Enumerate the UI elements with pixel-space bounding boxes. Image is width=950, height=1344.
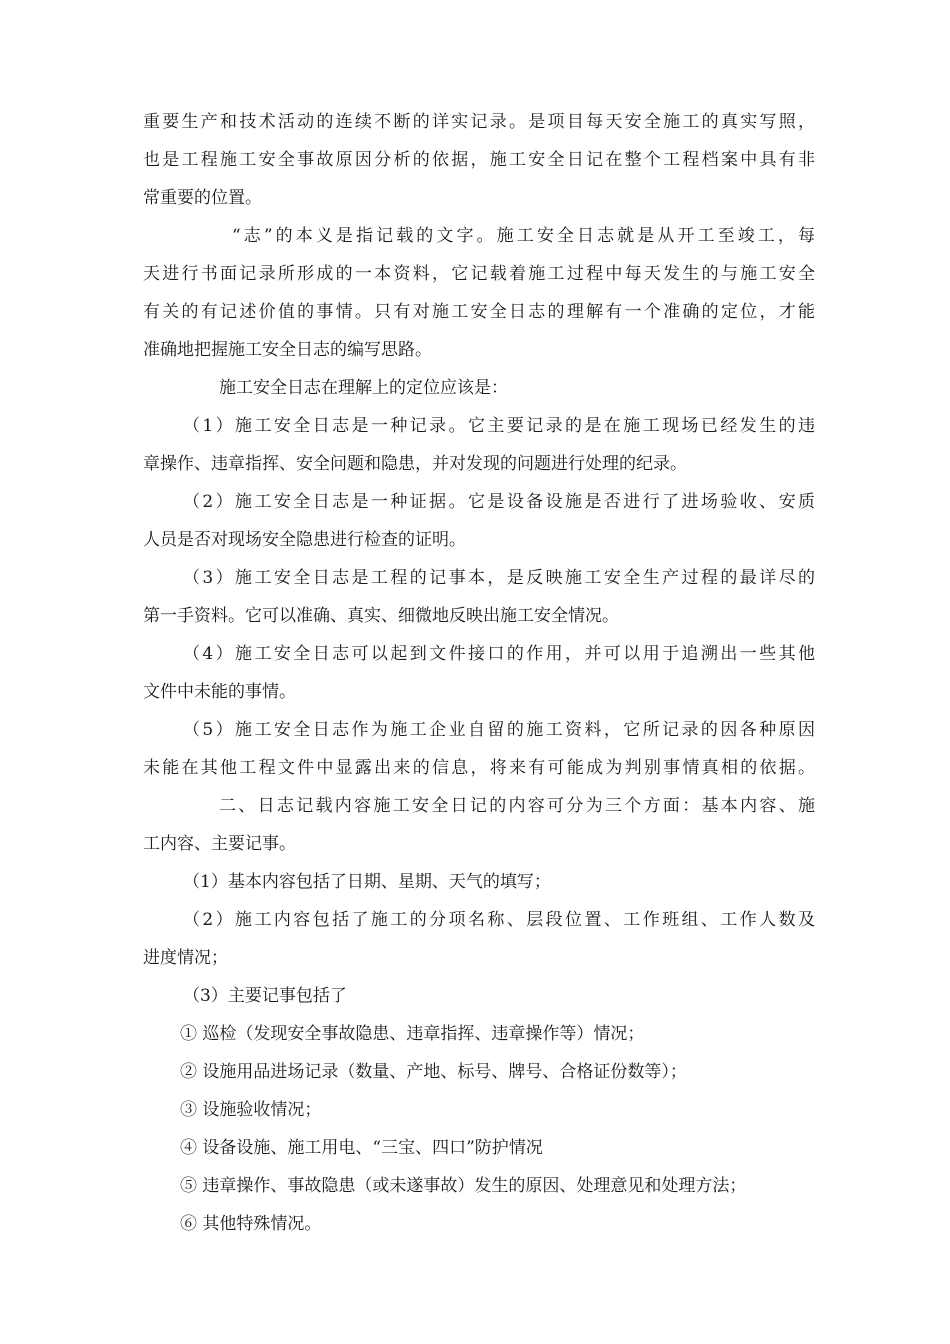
paragraph-2-line-4: 准确地把握施工安全日志的编写思路。 — [143, 340, 432, 360]
paragraph-1-line-2: 也是工程施工安全事故原因分析的依据，施工安全日记在整个工程档案中具有非 — [143, 150, 815, 170]
list-item: ⑥ 其他特殊情况。 — [180, 1214, 322, 1234]
paragraph-5-line-2: 人员是否对现场安全隐患进行检查的证明。 — [143, 530, 466, 550]
paragraph-3-line-1: 施工安全日志在理解上的定位应该是： — [219, 378, 508, 398]
paragraph-11-line-1: （2）施工内容包括了施工的分项名称、层段位置、工作班组、工作人数及 — [183, 910, 815, 930]
paragraph-1-line-3: 常重要的位置。 — [143, 188, 262, 208]
paragraph-4-line-2: 章操作、违章指挥、安全问题和隐患，并对发现的问题进行处理的纪录。 — [143, 454, 687, 474]
paragraph-7-line-1: （4）施工安全日志可以起到文件接口的作用，并可以用于追溯出一些其他 — [183, 644, 815, 664]
paragraph-6-line-1: （3）施工安全日志是工程的记事本，是反映施工安全生产过程的最详尽的 — [183, 568, 815, 588]
list-item: ② 设施用品进场记录（数量、产地、标号、牌号、合格证份数等）； — [180, 1062, 687, 1082]
paragraph-7-line-2: 文件中未能的事情。 — [143, 682, 296, 702]
paragraph-11-line-2: 进度情况； — [143, 948, 228, 968]
paragraph-2-line-2: 天进行书面记录所形成的一本资料，它记载着施工过程中每天发生的与施工安全 — [143, 264, 815, 284]
paragraph-9-line-2: 工内容、主要记事。 — [143, 834, 296, 854]
list-item: ① 巡检（发现安全事故隐患、违章指挥、违章操作等）情况； — [180, 1024, 645, 1044]
paragraph-8-line-1: （5）施工安全日志作为施工企业自留的施工资料，它所记录的因各种原因 — [183, 720, 815, 740]
list-item: ③ 设施验收情况； — [180, 1100, 322, 1120]
list-item: ⑤ 违章操作、事故隐患（或未遂事故）发生的原因、处理意见和处理方法； — [180, 1176, 747, 1196]
paragraph-12-line-1: （3）主要记事包括了 — [183, 986, 347, 1006]
paragraph-8-line-2: 未能在其他工程文件中显露出来的信息，将来有可能成为判别事情真相的依据。 — [143, 758, 815, 778]
paragraph-4-line-1: （1）施工安全日志是一种记录。它主要记录的是在施工现场已经发生的违 — [183, 416, 815, 436]
paragraph-6-line-2: 第一手资料。它可以准确、真实、细微地反映出施工安全情况。 — [143, 606, 619, 626]
paragraph-2-line-1: “志”的本义是指记载的文字。施工安全日志就是从开工至竣工，每 — [232, 226, 815, 246]
paragraph-10-line-1: （1）基本内容包括了日期、星期、天气的填写； — [183, 872, 551, 892]
paragraph-5-line-1: （2）施工安全日志是一种证据。它是设备设施是否进行了进场验收、安质 — [183, 492, 815, 512]
paragraph-1-line-1: 重要生产和技术活动的连续不断的详实记录。是项目每天安全施工的真实写照， — [143, 112, 815, 132]
paragraph-2-line-3: 有关的有记述价值的事情。只有对施工安全日志的理解有一个准确的定位，才能 — [143, 302, 815, 322]
paragraph-9-line-1: 二、日志记载内容施工安全日记的内容可分为三个方面：基本内容、施 — [219, 796, 815, 816]
list-item: ④ 设备设施、施工用电、“三宝、四口”防护情况 — [180, 1138, 543, 1158]
